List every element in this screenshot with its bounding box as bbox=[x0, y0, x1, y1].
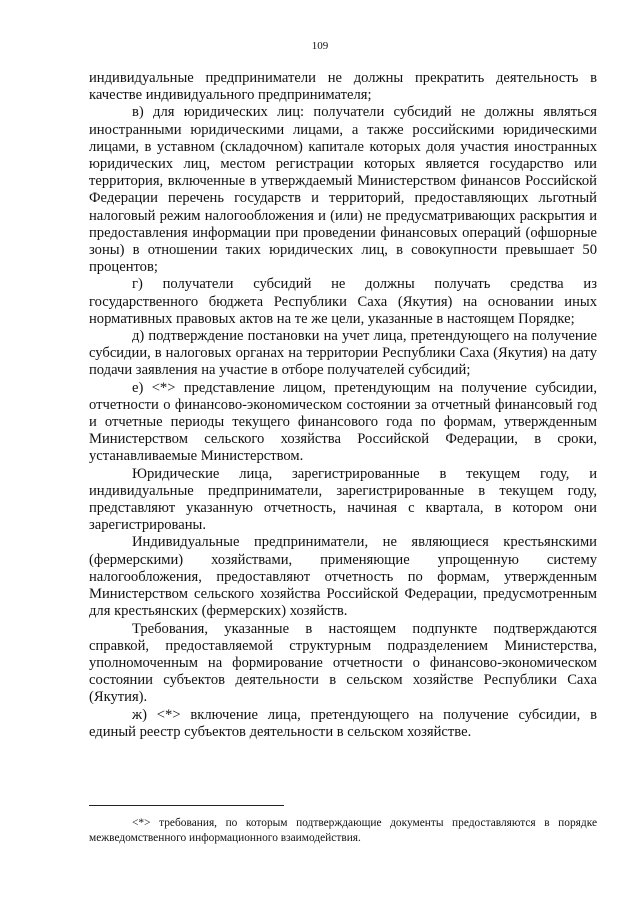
footnote: <*> требования, по которым подтверждающие документы предоставляются в порядке межведомственного информационного взаимодействия. bbox=[89, 817, 597, 844]
footnote-divider bbox=[89, 805, 284, 806]
paragraph-item-e: е) <*> представление лицом, претендующим на получение субсидии, отчетности о финансово-экономическом состоянии за отчетный финансовый год и отчетные периоды текущего финансового года по формам, утвержденным Министерством сельского хозяйства Российской Федерации, в сроки, устанавливаемые Министерством. bbox=[89, 379, 597, 465]
paragraph-requirements: Требования, указанные в настоящем подпункте подтверждаются справкой, предоставляемой структурным подразделением Министерства, уполномоченным на формирование отчетности о финансово-экономическом состоянии субъектов деятельности в сельском хозяйстве Республики Саха (Якутия). bbox=[89, 620, 597, 706]
document-body bbox=[89, 70, 597, 741]
paragraph-item-zh: ж) <*> включение лица, претендующего на получение субсидии, в единый реестр субъектов деятельности в сельском хозяйстве. bbox=[89, 706, 597, 740]
page-number: 109 bbox=[311, 40, 329, 52]
paragraph-legal-entities: Юридические лица, зарегистрированные в текущем году, и индивидуальные предприниматели, зарегистрированные в текущем году, представляют указанную отчетность, начиная с квартала, в котором они зарегистрированы. bbox=[89, 465, 597, 534]
paragraph-continuation: индивидуальные предприниматели не должны прекратить деятельность в качестве индивидуального предпринимателя; bbox=[89, 70, 597, 104]
paragraph-item-g: г) получатели субсидий не должны получать средства из государственного бюджета Республики Саха (Якутия) на основании иных нормативных правовых актов на те же цели, указанные в настоящем Порядке; bbox=[89, 276, 597, 327]
paragraph-item-v: в) для юридических лиц: получатели субсидий не должны являться иностранными юридическими лицами, а также российскими юридическими лицами, в уставном (складочном) капитале которых доля участия иностранных юридических лиц, местом регистрации которых является государство или территория, включенные в утверждаемый Министерством финансов Российской Федерации перечень государств и территорий, предоставляющих льготный налоговый режим налогообложения и (или) не предусматривающих раскрытия и предоставления информации при проведении финансовых операций (офшорные зоны) в отношении таких юридических лиц, в совокупности превышает 50 процентов; bbox=[89, 104, 597, 276]
paragraph-item-d: д) подтверждение постановки на учет лица, претендующего на получение субсидии, в налоговых органах на территории Республики Саха (Якутия) на дату подачи заявления на участие в отборе получателей субсидий; bbox=[89, 328, 597, 379]
paragraph-individual-entrepreneurs: Индивидуальные предприниматели, не являющиеся крестьянскими (фермерскими) хозяйствами, применяющие упрощенную систему налогообложения, предоставляют отчетность по формам, утвержденным Министерством сельского хозяйства Российской Федерации, предусмотренным для крестьянских (фермерских) хозяйств. bbox=[89, 534, 597, 620]
